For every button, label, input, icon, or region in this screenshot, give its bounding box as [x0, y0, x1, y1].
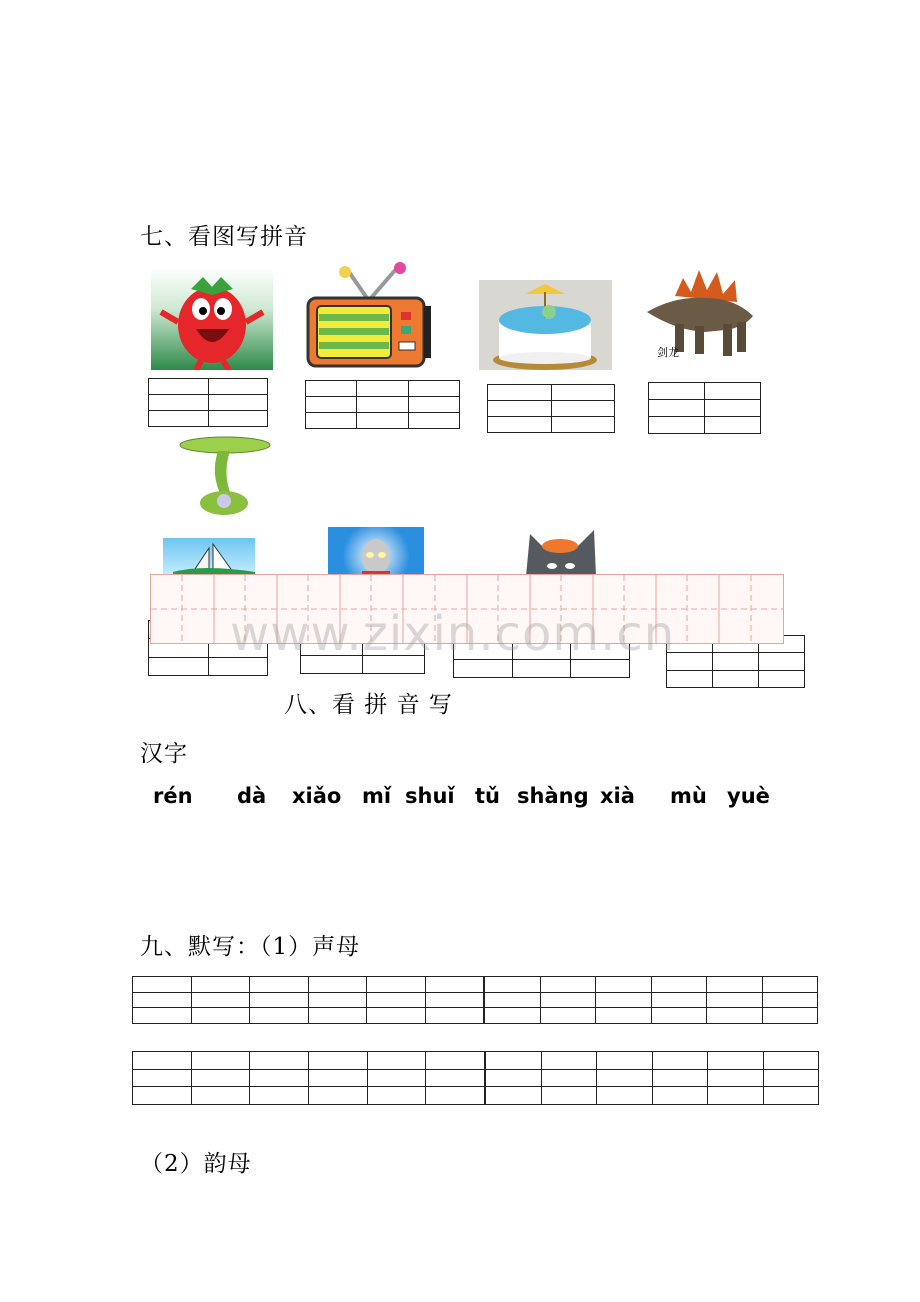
sailboat-picture	[163, 538, 255, 575]
mushroom-picture	[178, 435, 273, 517]
pinyin-word: rén	[153, 784, 193, 808]
pinyin-word: xiǎo	[292, 784, 342, 808]
stegosaurus-picture	[645, 266, 763, 370]
pinyin-word: yuè	[727, 784, 770, 808]
initials-grid-1a	[132, 976, 484, 1024]
initials-grid-2b	[485, 1051, 819, 1105]
initials-grid-1b	[484, 976, 818, 1024]
answer-grid-1	[148, 378, 268, 427]
wolf-picture	[520, 526, 600, 576]
sailboat-icon	[163, 538, 255, 575]
section-9-heading: 九、默写：（1）声母	[140, 934, 361, 960]
strawberry-picture	[151, 267, 273, 370]
tv-picture	[305, 262, 433, 372]
pinyin-word: xià	[600, 784, 635, 808]
finals-subheading: （2）韵母	[140, 1151, 252, 1177]
pinyin-word: shàng	[517, 784, 589, 808]
answer-grid-4	[648, 382, 761, 434]
wolf-icon	[520, 526, 600, 576]
initials-grid-2a	[132, 1051, 485, 1105]
ultraman-picture	[328, 527, 424, 575]
tv-icon	[305, 262, 433, 372]
mushroom-icon	[178, 435, 273, 517]
cake-icon	[479, 280, 612, 370]
pinyin-word: dà	[237, 784, 267, 808]
section-8-heading-continued: 汉字	[140, 741, 188, 767]
dino-caption: 剑龙	[657, 346, 679, 359]
pinyin-word: tǔ	[475, 784, 500, 808]
pinyin-word: shuǐ	[405, 784, 455, 808]
pinyin-word: mǐ	[362, 784, 392, 808]
section-8-heading: 八、看 拼 音 写	[284, 692, 453, 718]
ultraman-icon	[328, 527, 424, 575]
answer-grid-3	[487, 384, 615, 433]
section-7-heading: 七、看图写拼音	[140, 224, 308, 250]
cake-picture	[479, 280, 612, 370]
answer-grid-2	[305, 380, 460, 429]
strawberry-icon	[151, 267, 273, 370]
pinyin-word: mù	[670, 784, 707, 808]
watermark-text: www.zixin.com.cn	[230, 606, 676, 662]
